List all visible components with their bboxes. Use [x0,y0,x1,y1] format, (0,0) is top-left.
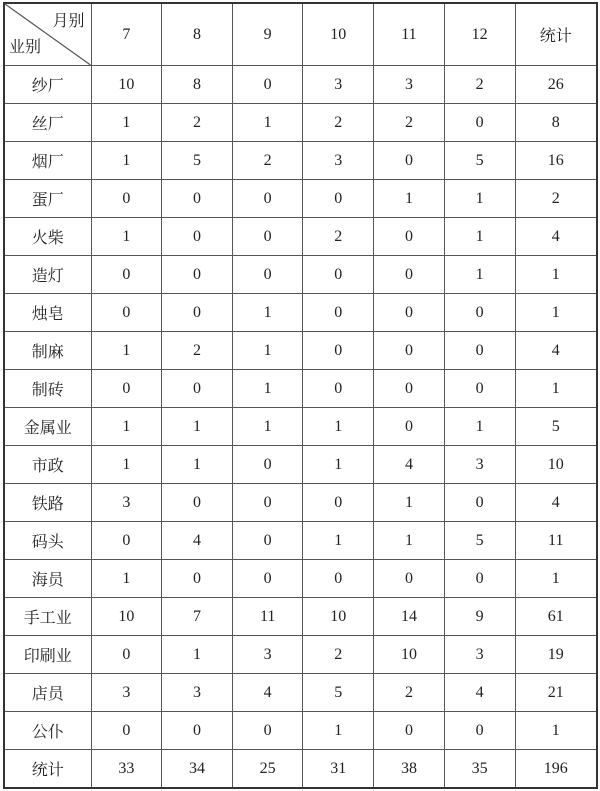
table-cell: 4 [515,484,597,522]
table-cell: 0 [374,408,445,446]
table-cell: 35 [444,750,515,789]
table-cell: 1 [232,408,303,446]
table-cell: 0 [374,370,445,408]
table-cell: 2 [303,636,374,674]
table-cell: 3 [162,674,233,712]
table-cell: 4 [162,522,233,560]
table-cell: 0 [444,484,515,522]
table-cell: 1 [444,218,515,256]
row-label: 烟厂 [4,142,91,180]
table-row [4,598,597,636]
table-cell: 1 [232,104,303,142]
table-row [4,408,597,446]
table-cell: 1 [515,294,597,332]
table-cell: 0 [162,256,233,294]
table-cell: 38 [374,750,445,789]
table-cell: 1 [303,712,374,750]
table-cell: 0 [162,484,233,522]
table-cell: 3 [374,66,445,104]
table-cell: 2 [303,218,374,256]
table-cell: 0 [232,560,303,598]
table-cell: 0 [162,712,233,750]
table-cell: 19 [515,636,597,674]
table-cell: 1 [444,408,515,446]
table-cell: 0 [444,712,515,750]
table-cell: 1 [515,370,597,408]
table-cell: 34 [162,750,233,789]
table-cell: 3 [303,66,374,104]
table-cell: 2 [303,104,374,142]
table-cell: 0 [232,712,303,750]
table-cell: 1 [91,218,162,256]
table-cell: 11 [515,522,597,560]
table-cell: 0 [232,256,303,294]
table-cell: 1 [303,522,374,560]
table-cell: 2 [162,104,233,142]
table-cell: 1 [515,256,597,294]
table-cell: 7 [162,598,233,636]
table-cell: 16 [515,142,597,180]
table-cell: 1 [91,332,162,370]
table-cell: 33 [91,750,162,789]
table-cell: 1 [374,180,445,218]
table-cell: 10 [303,598,374,636]
table-cell: 3 [444,446,515,484]
row-label: 店员 [4,674,91,712]
table-cell: 0 [444,560,515,598]
row-label: 码头 [4,522,91,560]
table-cell: 61 [515,598,597,636]
table-cell: 8 [162,66,233,104]
table-cell: 3 [91,484,162,522]
table-cell: 3 [232,636,303,674]
table-cell: 0 [303,484,374,522]
table-row [4,142,597,180]
table-cell: 0 [232,66,303,104]
table-cell: 0 [232,218,303,256]
table-cell: 4 [515,332,597,370]
table-cell: 1 [232,294,303,332]
table-row [4,180,597,218]
table-cell: 4 [374,446,445,484]
column-header: 7 [91,3,162,66]
table-row [4,104,597,142]
table-cell: 0 [374,294,445,332]
table-row [4,294,597,332]
table-cell: 11 [232,598,303,636]
row-label: 手工业 [4,598,91,636]
table-cell: 1 [91,560,162,598]
table-cell: 0 [374,332,445,370]
table-cell: 1 [303,446,374,484]
table-row [4,446,597,484]
table-cell: 1 [515,712,597,750]
table-cell: 0 [162,294,233,332]
row-label: 火柴 [4,218,91,256]
table-cell: 0 [444,104,515,142]
table-cell: 8 [515,104,597,142]
statistics-table [3,2,598,789]
table-cell: 0 [91,712,162,750]
table-cell: 1 [91,446,162,484]
table-row [4,332,597,370]
table-cell: 0 [91,370,162,408]
table-cell: 0 [91,256,162,294]
table-cell: 0 [303,332,374,370]
table-cell: 0 [303,294,374,332]
table-cell: 0 [444,294,515,332]
table-cell: 0 [232,522,303,560]
table-cell: 4 [444,674,515,712]
row-label: 制麻 [4,332,91,370]
table-cell: 14 [374,598,445,636]
table-cell: 1 [162,408,233,446]
table-cell: 2 [374,674,445,712]
table-row [4,484,597,522]
table-cell: 0 [374,142,445,180]
table-row [4,370,597,408]
table-cell: 0 [162,560,233,598]
table-cell: 10 [374,636,445,674]
table-row [4,560,597,598]
table-cell: 1 [232,370,303,408]
table-cell: 5 [444,522,515,560]
table-cell: 10 [515,446,597,484]
table-cell: 0 [162,180,233,218]
row-label: 烛皂 [4,294,91,332]
table-cell: 0 [444,332,515,370]
table-cell: 0 [374,218,445,256]
table-row [4,750,597,789]
table-row [4,522,597,560]
table-cell: 0 [232,180,303,218]
table-cell: 1 [91,142,162,180]
table-row [4,66,597,104]
table-cell: 2 [515,180,597,218]
table-cell: 1 [162,446,233,484]
corner-month-label: 月别 [52,13,85,30]
table-row [4,218,597,256]
corner-header-cell [4,3,91,66]
table-cell: 1 [91,104,162,142]
table-cell: 10 [91,598,162,636]
table-cell: 2 [374,104,445,142]
table-cell: 1 [162,636,233,674]
table-cell: 0 [162,218,233,256]
table-cell: 2 [232,142,303,180]
table-cell: 5 [515,408,597,446]
table-cell: 31 [303,750,374,789]
row-label: 市政 [4,446,91,484]
table-cell: 0 [303,370,374,408]
table-cell: 25 [232,750,303,789]
row-label: 金属业 [4,408,91,446]
row-label: 统计 [4,750,91,789]
row-label: 丝厂 [4,104,91,142]
table-cell: 0 [374,256,445,294]
table-cell: 3 [303,142,374,180]
table-cell: 0 [162,370,233,408]
table-cell: 5 [162,142,233,180]
table-cell: 0 [374,712,445,750]
corner-industry-label: 业别 [9,39,42,56]
table-cell: 1 [374,522,445,560]
table-cell: 2 [444,66,515,104]
row-label: 印刷业 [4,636,91,674]
table-cell: 0 [91,180,162,218]
column-header: 统计 [515,3,597,66]
table-cell: 4 [232,674,303,712]
table-row [4,256,597,294]
table-cell: 0 [91,522,162,560]
row-label: 蛋厂 [4,180,91,218]
column-header: 8 [162,3,233,66]
table-cell: 21 [515,674,597,712]
table-cell: 0 [303,256,374,294]
table-cell: 0 [303,180,374,218]
table-cell: 1 [303,408,374,446]
row-label: 纱厂 [4,66,91,104]
table-cell: 196 [515,750,597,789]
table-cell: 4 [515,218,597,256]
row-label: 公仆 [4,712,91,750]
table-cell: 1 [515,560,597,598]
row-label: 造灯 [4,256,91,294]
table-cell: 0 [91,636,162,674]
table-cell: 3 [91,674,162,712]
table-cell: 1 [444,256,515,294]
row-label: 海员 [4,560,91,598]
column-header: 12 [444,3,515,66]
row-label: 铁路 [4,484,91,522]
table-cell: 1 [444,180,515,218]
table-cell: 0 [374,560,445,598]
table-cell: 2 [162,332,233,370]
header-row [4,3,597,66]
column-header: 10 [303,3,374,66]
table-cell: 0 [444,370,515,408]
table-cell: 3 [444,636,515,674]
column-header: 9 [232,3,303,66]
table-cell: 9 [444,598,515,636]
table-cell: 0 [91,294,162,332]
table-row [4,712,597,750]
column-header: 11 [374,3,445,66]
table-cell: 1 [374,484,445,522]
table-cell: 5 [303,674,374,712]
table-cell: 5 [444,142,515,180]
table-cell: 0 [232,446,303,484]
table-cell: 26 [515,66,597,104]
table-cell: 1 [91,408,162,446]
table-cell: 1 [232,332,303,370]
table-cell: 0 [232,484,303,522]
table-row [4,636,597,674]
table-cell: 10 [91,66,162,104]
table-row [4,674,597,712]
row-label: 制砖 [4,370,91,408]
table-cell: 0 [303,560,374,598]
